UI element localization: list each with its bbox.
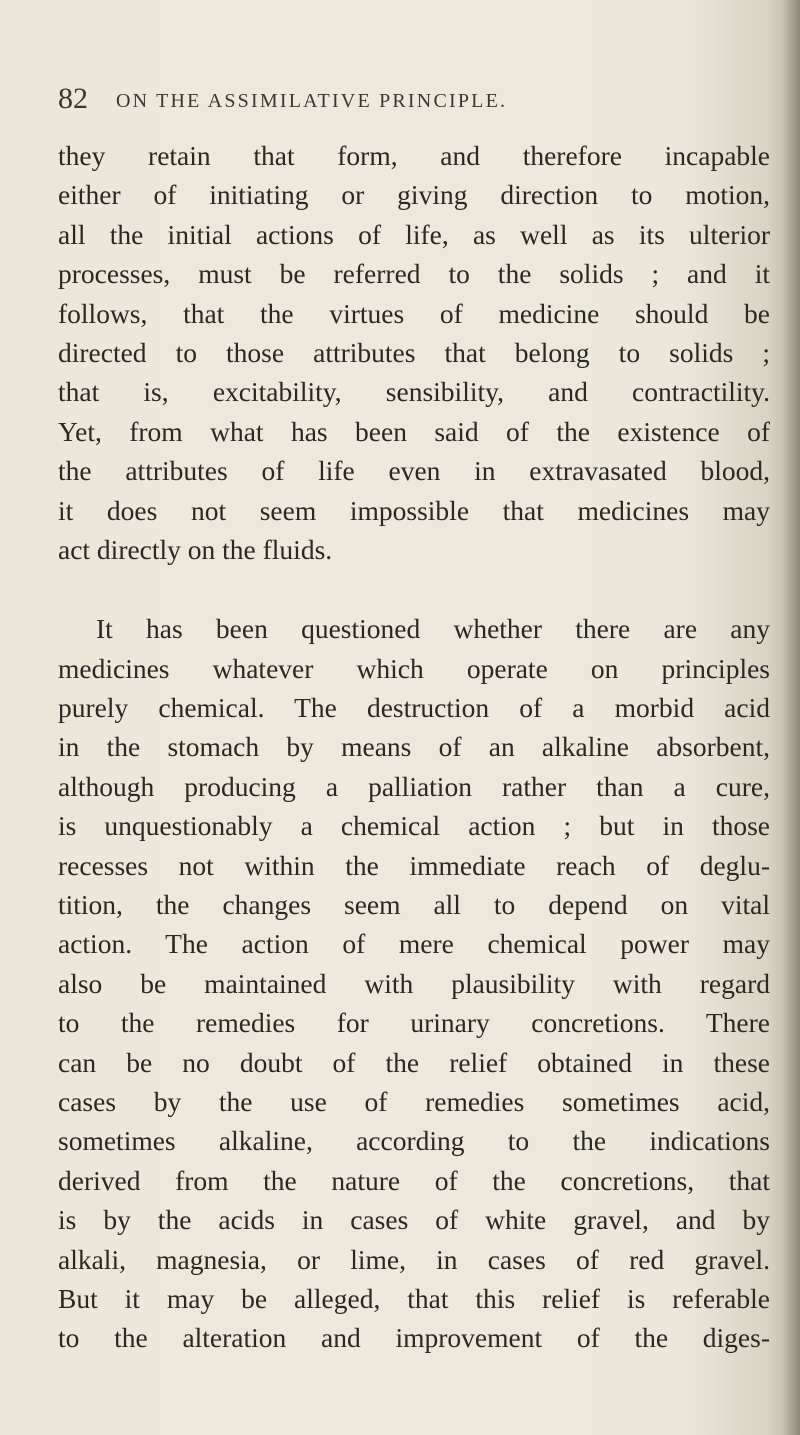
text-line: medicines whatever which operate on principles bbox=[58, 652, 770, 684]
text-line: cases by the use of remedies sometimes acid, bbox=[58, 1085, 770, 1117]
text-line: purely chemical. The destruction of a morbid acid bbox=[58, 692, 770, 724]
paragraph-2 bbox=[58, 609, 770, 1357]
text-line: to the alteration and improvement of the diges- bbox=[58, 1322, 770, 1354]
text-line: to the remedies for urinary concretions. There bbox=[58, 1007, 770, 1039]
text-line: action. The action of mere chemical power may bbox=[58, 928, 770, 960]
text-line: it does not seem impossible that medicines may bbox=[58, 494, 770, 526]
text-line: tition, the changes seem all to depend on vital bbox=[58, 889, 770, 921]
text-line: the attributes of life even in extravasated blood, bbox=[58, 455, 770, 487]
paragraph-gap bbox=[58, 569, 770, 609]
text-line: although producing a palliation rather than a cure, bbox=[58, 770, 770, 802]
text-line: they retain that form, and therefore incapable bbox=[58, 140, 770, 171]
text-line: act directly on the fluids. bbox=[58, 533, 333, 565]
running-title: ON THE ASSIMILATIVE PRINCIPLE. bbox=[116, 90, 508, 112]
text-line: all the initial actions of life, as well as its ulterior bbox=[58, 218, 770, 250]
text-line: in the stomach by means of an alkaline absorbent, bbox=[58, 731, 770, 763]
text-line: is unquestionably a chemical action ; but in those bbox=[58, 810, 770, 842]
text-line: directed to those attributes that belong to solids ; bbox=[58, 336, 770, 368]
text-line: sometimes alkaline, according to the indications bbox=[58, 1125, 770, 1157]
text-line: It has been questioned whether there are any bbox=[96, 613, 770, 645]
text-line: either of initiating or giving direction to motion, bbox=[58, 179, 770, 211]
text-line: also be maintained with plausibility with regard bbox=[58, 967, 770, 999]
text-line: follows, that the virtues of medicine should be bbox=[58, 297, 770, 329]
text-line: processes, must be referred to the solids ; and it bbox=[58, 258, 770, 290]
text-line: But it may be alleged, that this relief is referable bbox=[58, 1282, 770, 1314]
text-line: is by the acids in cases of white gravel, and by bbox=[58, 1204, 770, 1236]
text-line: can be no doubt of the relief obtained in these bbox=[58, 1046, 770, 1078]
running-head bbox=[58, 82, 748, 122]
text-line: derived from the nature of the concretions, that bbox=[58, 1164, 770, 1196]
text-line: recesses not within the immediate reach of deglu- bbox=[58, 849, 770, 881]
body-text bbox=[58, 136, 770, 1358]
page-edge-shadow bbox=[782, 0, 800, 1435]
text-line: Yet, from what has been said of the existence of bbox=[58, 415, 770, 447]
page-number: 82 bbox=[58, 82, 88, 115]
text-line: alkali, magnesia, or lime, in cases of red gravel. bbox=[58, 1243, 770, 1275]
paragraph-1 bbox=[58, 136, 770, 569]
text-line: that is, excitability, sensibility, and contractility. bbox=[58, 376, 770, 408]
